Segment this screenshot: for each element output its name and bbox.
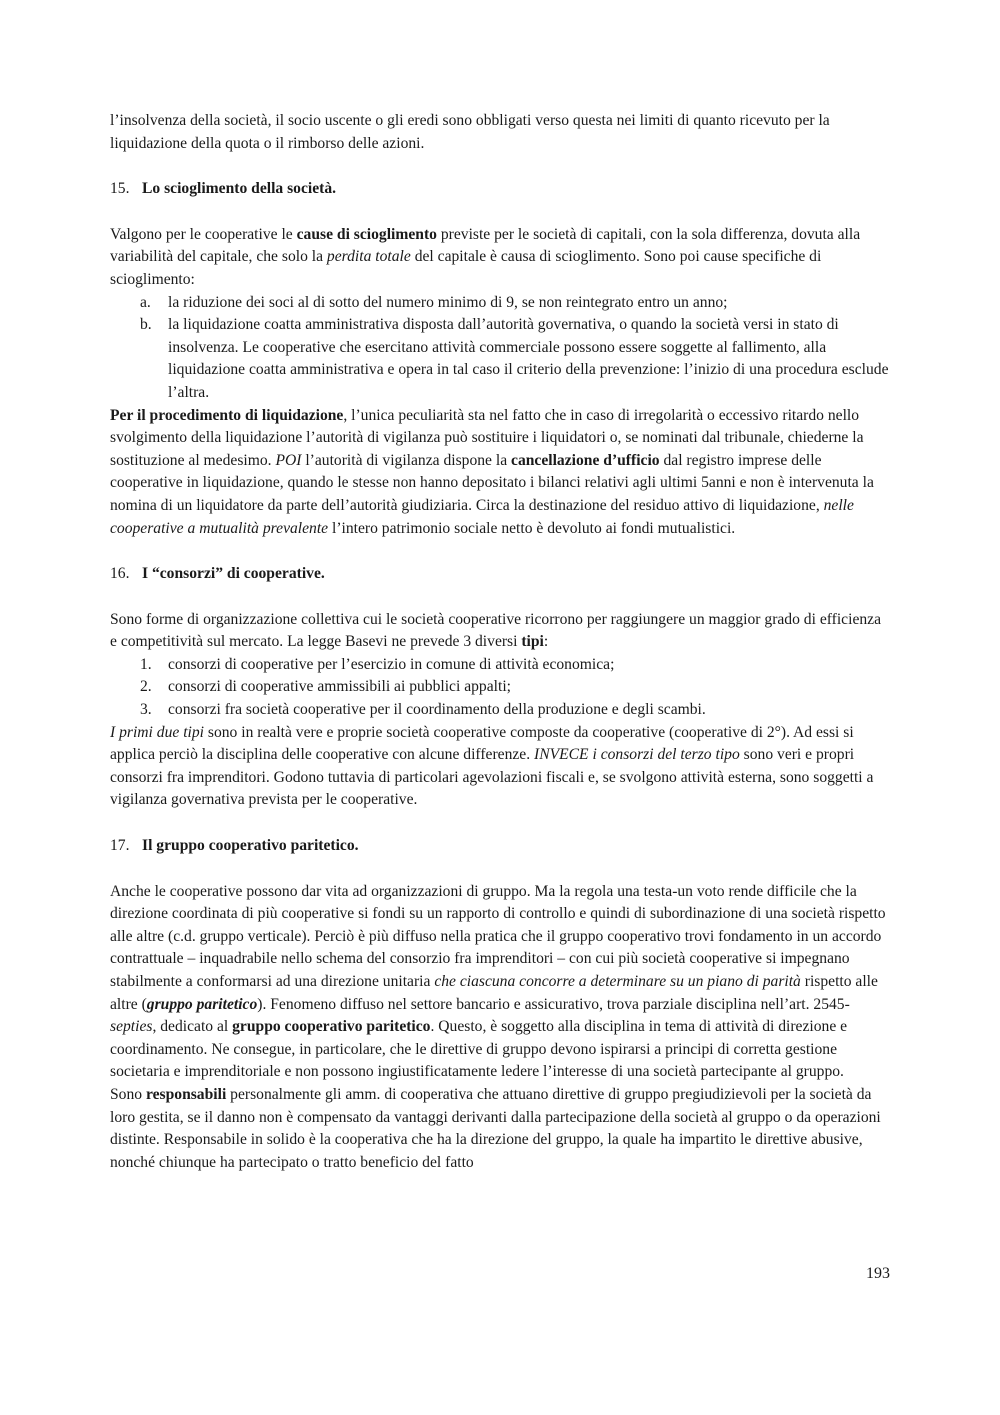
- text-run: , l’unica peculiarità sta nel fatto che in caso di irregolarità o eccessivo ritardo nello svolgimento della liquidazione l’autorità di vigilanza può sostituire i liquidatori o, se nominati dal tribunale, chiederne la sostituzione al medesimo.: [110, 406, 864, 469]
- section-heading-16: [110, 563, 890, 586]
- text-run: l’intero patrimonio sociale netto è devoluto ai fondi mutualistici.: [328, 519, 736, 537]
- paragraph-15a: [110, 224, 890, 292]
- text-run: previste per le società di capitali, con la sola differenza, dovuta alla variabilità del capitale, che solo la: [110, 225, 861, 266]
- emphasis-text: che ciascuna concorre a determinare su un piano di parità: [434, 973, 801, 990]
- text-run: personalmente gli amm. di cooperativa che attuano direttive di gruppo pregiudizievoli per la società da loro gestita, se il danno non è compensato da vantaggi derivanti dalla partecipazione della società al gruppo o da operazioni distinte. Responsabile in solido è la cooperativa che ha la direzione del gruppo, la quale ha impartito le direttive abusive, nonché chiunque ha partecipato o tratto beneficio del fatto: [110, 1085, 881, 1171]
- text-run: Sono: [110, 1085, 146, 1103]
- emphasis-text: gruppo paritetico: [146, 995, 258, 1013]
- text-run: sono veri e propri consorzi fra imprenditori. Godono tuttavia di particolari agevolazioni fiscali e, se svolgono attività esterna, sono soggetti a vigilanza governativa prevista per le cooperative.: [110, 746, 874, 809]
- list-item: [110, 314, 890, 404]
- emphasis-text: tipi: [521, 633, 544, 651]
- section-number: 17.: [110, 837, 130, 855]
- emphasis-text: septies: [110, 1018, 153, 1036]
- section-heading-17: [110, 835, 890, 858]
- paragraph-15b: [110, 405, 890, 541]
- text-run: :: [543, 633, 549, 651]
- emphasis-text: gruppo cooperativo paritetico: [232, 1018, 431, 1036]
- list-item: [110, 676, 890, 699]
- section-number: 15.: [110, 180, 130, 198]
- page-number: 193: [866, 1265, 890, 1282]
- list-marker: a.: [140, 293, 151, 311]
- text-run: l’insolvenza della società, il socio uscente o gli eredi sono obbligati verso questa nei limiti di quanto ricevuto per la liquidazione della quota o il rimborso delle azioni.: [110, 112, 830, 152]
- list-marker: 3.: [140, 701, 152, 719]
- emphasis-text: I primi due tipi: [110, 723, 204, 741]
- emphasis-text: responsabili: [145, 1085, 227, 1103]
- paragraph-17a: [110, 881, 890, 1084]
- text-run: dal registro imprese delle cooperative in liquidazione, quando le stesse non hanno depositato i bilanci relativi agli ultimi 5anni e non è intervenuta la nomina di un liquidatore da parte dell’autorità giudiziaria. Circa la destinazione del residuo attivo di liquidazione,: [110, 451, 874, 514]
- list-16: [110, 654, 890, 722]
- list-item-text: la riduzione dei soci al di sotto del numero minimo di 9, se non reintegrato entro un anno;: [168, 293, 728, 311]
- text-run: l’autorità di vigilanza dispone la: [301, 451, 512, 469]
- paragraph-16b: [110, 722, 890, 812]
- text-run: ). Fenomeno diffuso nel settore bancario e assicurativo, trova parziale disciplina nell’art. 2545-: [257, 995, 850, 1013]
- list-item: [110, 654, 890, 677]
- text-run: Anche le cooperative possono dar vita ad organizzazioni di gruppo. Ma la regola una testa-un voto rende difficile che la direzione coordinata di più cooperative si fondi su un rapporto di controllo e quindi di subordinazione di una società rispetto alle altre (c.d. gruppo verticale). Perciò è più diffuso nella pratica che il gruppo cooperativo trovi fondamento in un accordo contrattuale – inquadrabile nello schema del consorzio fra imprenditori – con cui più società cooperative si impegnano stabilmente a conformarsi ad una direzione unitaria: [110, 882, 886, 990]
- list-item-text: consorzi di cooperative ammissibili ai pubblici appalti;: [168, 678, 511, 696]
- text-run: sono in realtà vere e proprie società cooperative composte da cooperative (cooperative di 2°). Ad essi si applica perciò la disciplina delle cooperative con alcune differenze.: [110, 723, 854, 764]
- list-marker: 1.: [140, 655, 152, 673]
- section-title: Il gruppo cooperativo paritetico.: [142, 837, 359, 855]
- emphasis-text: POI: [275, 451, 302, 469]
- document-body: [110, 110, 890, 1174]
- list-item-text: consorzi fra società cooperative per il coordinamento della produzione e degli scambi.: [168, 701, 706, 719]
- paragraph-17b: [110, 1084, 890, 1174]
- section-number: 16.: [110, 565, 130, 583]
- text-run: . Questo, è soggetto alla disciplina in tema di attività di direzione e coordinamento. Ne consegue, in particolare, che le direttive di gruppo devono ispirarsi a principi di corretta gestione societaria e imprenditoriale e non possono ingiustificatamente ledere l’interesse di una società partecipante al gruppo.: [110, 1018, 848, 1081]
- list-15: [110, 292, 890, 405]
- list-marker: b.: [140, 316, 152, 334]
- emphasis-text: nelle cooperative a mutualità prevalente: [110, 496, 854, 537]
- text-run: rispetto alle altre (: [110, 973, 878, 1013]
- emphasis-text: cause di scioglimento: [296, 225, 437, 243]
- text-run: del capitale è causa di scioglimento. Sono poi cause specifiche di scioglimento:: [110, 248, 822, 288]
- text-run: Sono forme di organizzazione collettiva cui le società cooperative ricorrono per raggiungere un maggior grado di efficienza e competitività sul mercato. La legge Basevi ne prevede 3 diversi: [110, 610, 881, 651]
- list-item: [110, 292, 890, 315]
- emphasis-text: perdita totale: [326, 248, 411, 266]
- paragraph-16a: [110, 609, 890, 654]
- list-marker: 2.: [140, 678, 152, 696]
- emphasis-text: Per il procedimento di liquidazione: [110, 406, 344, 424]
- text-run: Valgono per le cooperative le: [110, 225, 297, 243]
- list-item-text: consorzi di cooperative per l’esercizio in comune di attività economica;: [168, 655, 615, 673]
- section-title: I “consorzi” di cooperative.: [142, 565, 325, 583]
- list-item: [110, 699, 890, 722]
- section-heading-15: [110, 178, 890, 201]
- list-item-text: la liquidazione coatta amministrativa disposta dall’autorità governativa, o quando la società versi in stato di insolvenza. Le cooperative che esercitano attività commerciale possono essere soggette al fallimento, alla liquidazione coatta amministrativa e opera in tal caso il criterio della prevenzione: l’inizio di una procedura esclude l’altra.: [168, 316, 889, 401]
- emphasis-text: cancellazione d’ufficio: [511, 451, 660, 469]
- section-title: Lo scioglimento della società.: [142, 180, 337, 198]
- emphasis-text: INVECE i consorzi del terzo tipo: [534, 746, 740, 764]
- paragraph-intro: [110, 110, 890, 155]
- text-run: , dedicato al: [152, 1018, 233, 1036]
